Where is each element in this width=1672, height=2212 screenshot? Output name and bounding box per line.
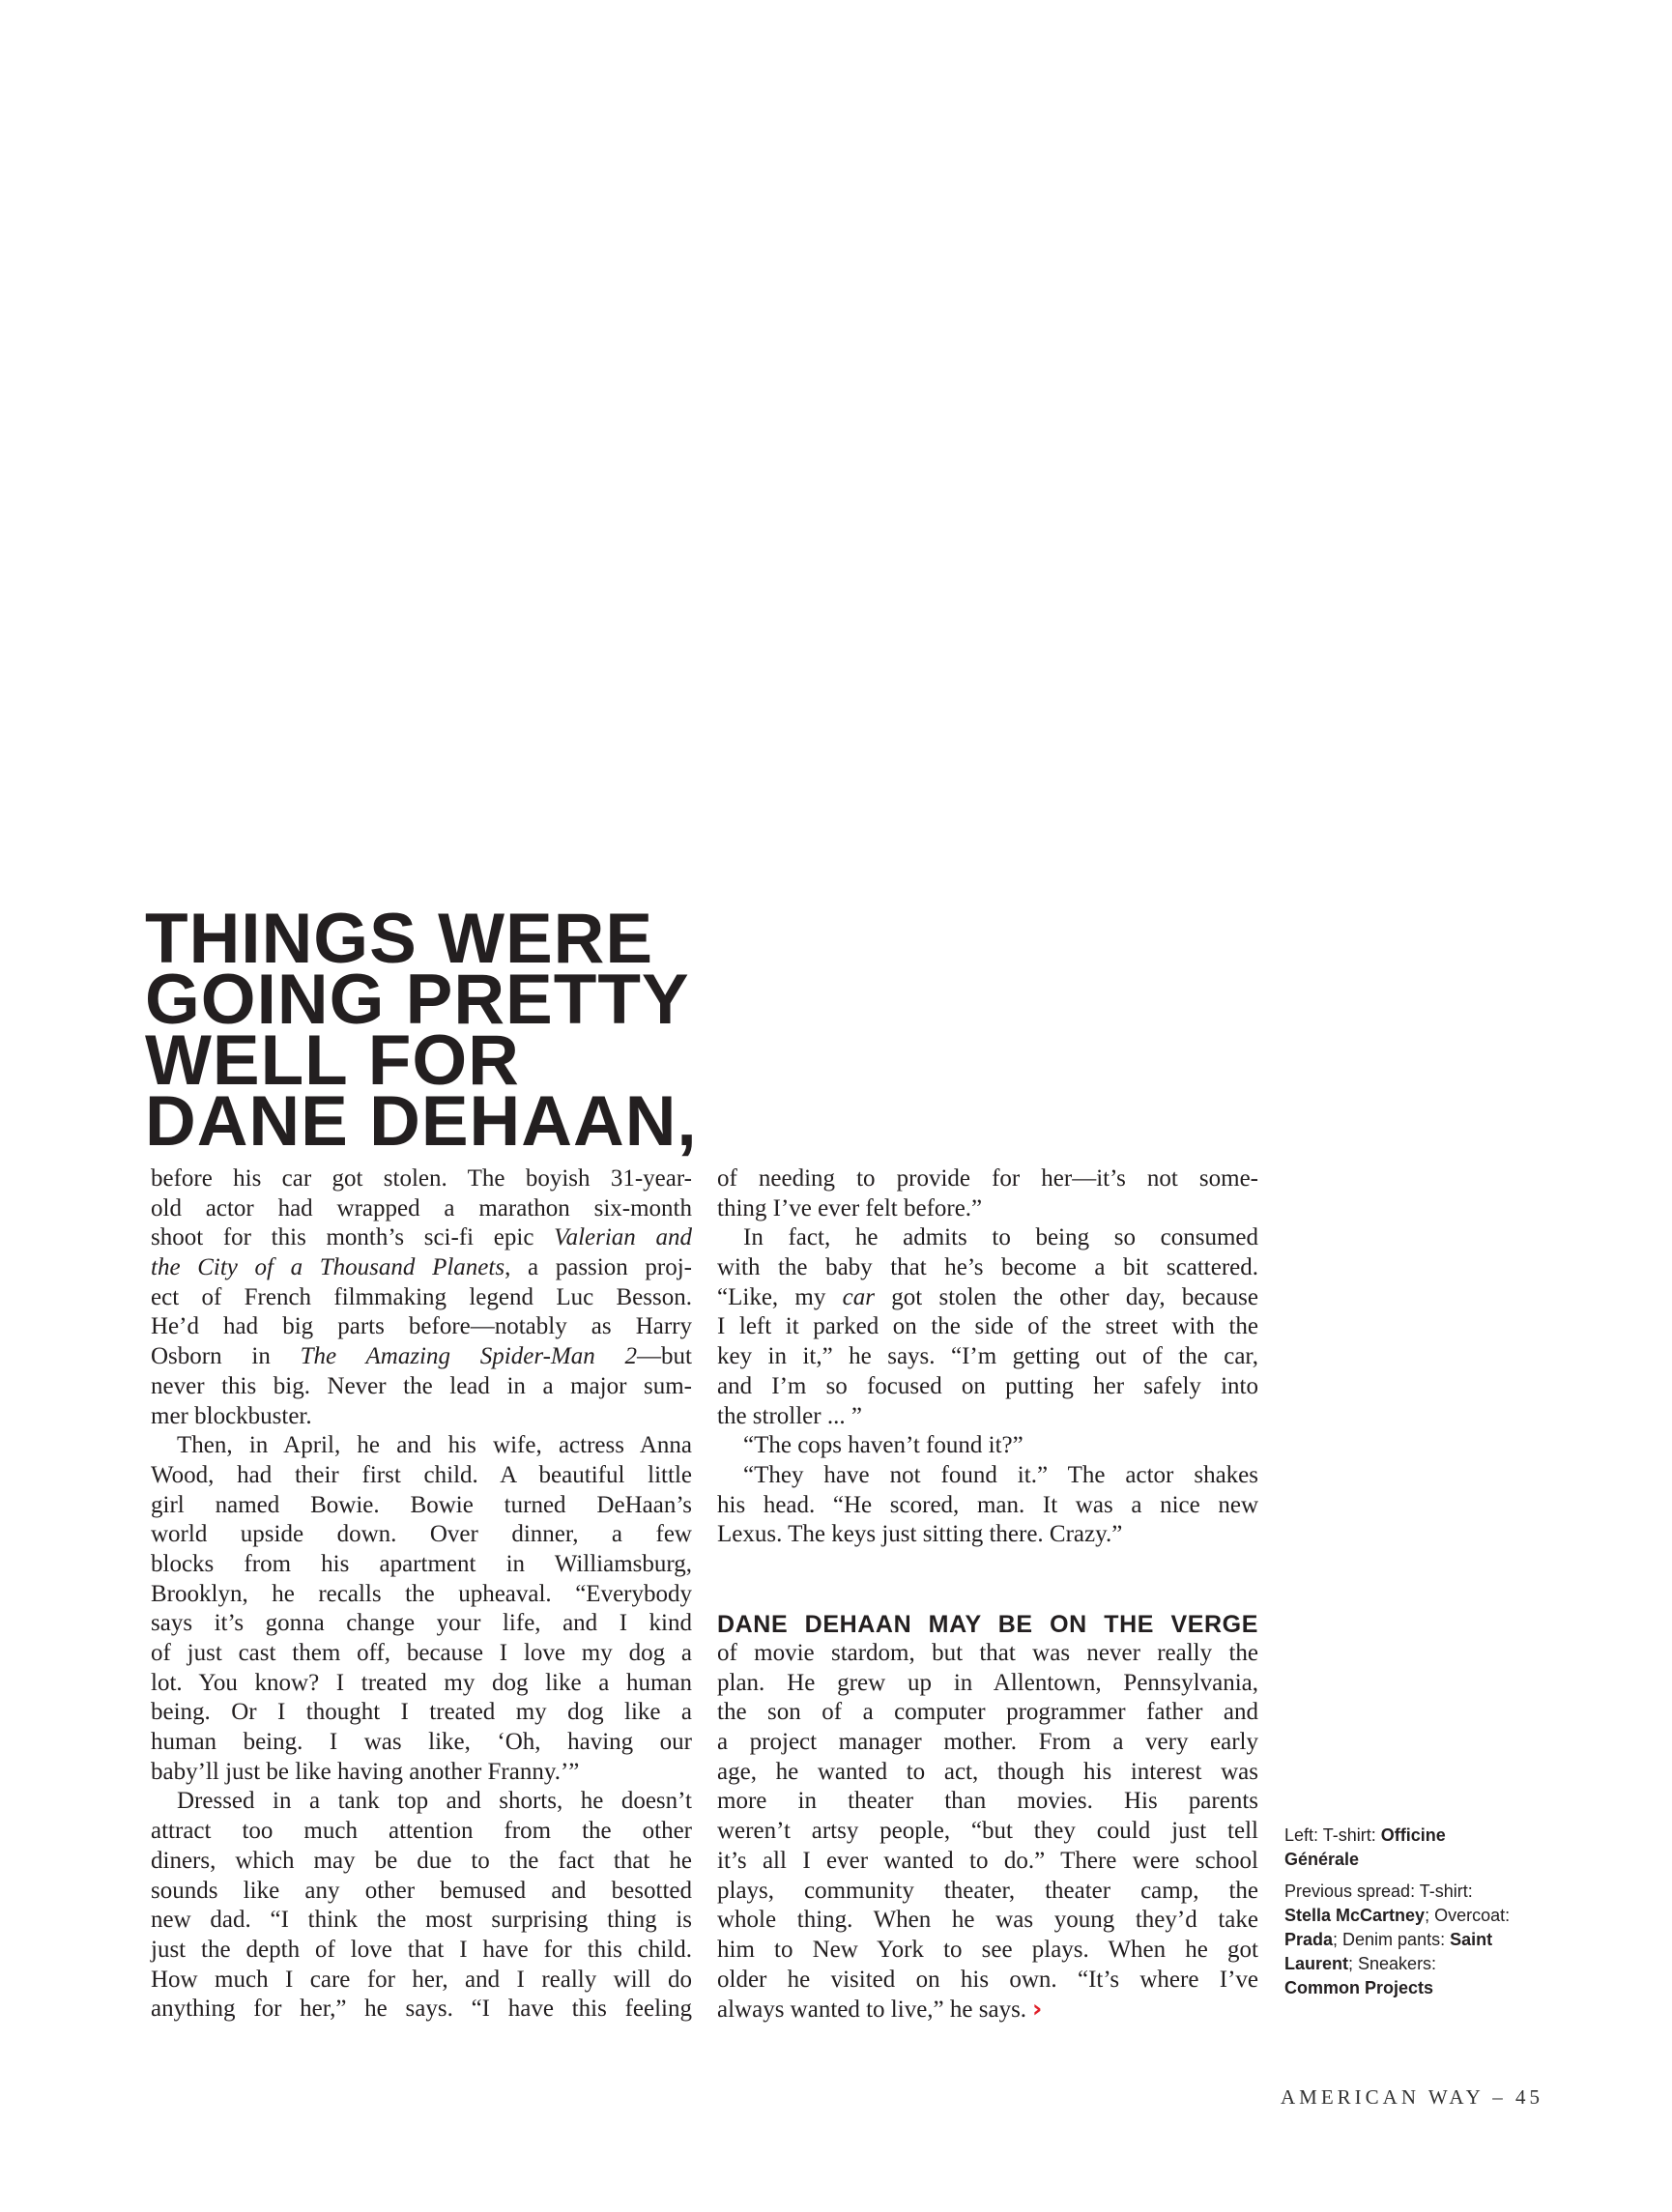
text-line: [717, 1787, 1258, 1817]
text-line: [717, 1698, 1258, 1728]
text-run: more in theater than movies. His parents: [717, 1788, 1258, 1815]
text-line: [151, 1431, 692, 1461]
text-run: Lexus. The keys just sitting there. Crazy.”: [717, 1521, 1123, 1548]
text-run: Osborn in: [151, 1343, 301, 1370]
photo-credits-caption: [1284, 1824, 1516, 2008]
text-line: [717, 1402, 1258, 1432]
text-run: plan. He grew up in Allentown, Pennsylvania,: [717, 1669, 1258, 1696]
text-run: Dressed in a tank top and shorts, he doesn’t: [177, 1788, 692, 1815]
text-line: [717, 1817, 1258, 1847]
text-line: [717, 1253, 1258, 1283]
text-line: [151, 1402, 692, 1432]
headline-line: GOING PRETTY: [145, 961, 690, 1039]
page-footer-folio: AMERICAN WAY – 45: [1281, 2085, 1543, 2109]
text-line: [151, 1223, 692, 1253]
blank-line: [717, 1550, 1258, 1580]
headline: [145, 900, 725, 1161]
text-line: [151, 1580, 692, 1610]
brand-name: Common Projects: [1284, 1978, 1434, 1997]
text-line: [151, 1728, 692, 1758]
text-run: baby’ll just be like having another Franny.’”: [151, 1758, 580, 1785]
text-run: thing I’ve ever felt before.”: [717, 1194, 983, 1221]
caption-label: ; Denim pants:: [1333, 1930, 1451, 1949]
text-run: blocks from his apartment in Williamsburg,: [151, 1550, 692, 1577]
headline-line: WELL FOR: [145, 1021, 520, 1100]
text-run: shoot for this month’s sci-fi epic: [151, 1224, 555, 1251]
text-run: diners, which may be due to the fact that he: [151, 1847, 692, 1874]
text-run: of movie stardom, but that was never really the: [717, 1640, 1258, 1666]
caption-label: Left: T-shirt:: [1284, 1825, 1381, 1845]
text-run: In fact, he admits to being so consumed: [743, 1224, 1258, 1251]
text-run: key in it,” he says. “I’m getting out of the car,: [717, 1343, 1258, 1370]
text-run: He’d had big parts before—notably as Harry: [151, 1313, 692, 1340]
text-run: world upside down. Over dinner, a few: [151, 1521, 692, 1548]
text-run: Then, in April, he and his wife, actress Anna: [177, 1432, 692, 1459]
caption-paragraph: [1284, 1880, 1516, 2000]
text-run: girl named Bowie. Bowie turned DeHaan’s: [151, 1491, 692, 1518]
text-run: it’s all I ever wanted to do.” There were school: [717, 1847, 1258, 1874]
text-line: [151, 1698, 692, 1728]
text-run: his head. “He scored, man. It was a nice new: [717, 1491, 1258, 1518]
text-run: lot. You know? I treated my dog like a human: [151, 1669, 692, 1696]
italic-title: The Amazing Spider-Man 2: [300, 1343, 638, 1370]
text-line: [717, 1342, 1258, 1372]
text-line: [717, 1194, 1258, 1224]
text-run: “Like, my: [717, 1283, 843, 1310]
text-line: [717, 1758, 1258, 1788]
text-line: [151, 1609, 692, 1639]
text-line: [717, 1312, 1258, 1342]
text-run: whole thing. When he was young they’d take: [717, 1907, 1258, 1934]
text-run: new dad. “I think the most surprising thing is: [151, 1907, 692, 1934]
text-run: never this big. Never the lead in a major sum-: [151, 1372, 692, 1399]
text-line: [151, 1491, 692, 1521]
text-run: age, he wanted to act, though his interest was: [717, 1758, 1258, 1785]
text-line: [151, 1669, 692, 1699]
text-run: weren’t artsy people, “but they could just tell: [717, 1818, 1258, 1845]
headline-line: DANE DEHAAN,: [145, 1082, 698, 1161]
text-line: [151, 1164, 692, 1194]
text-run: sounds like any other bemused and besotted: [151, 1877, 692, 1904]
text-run: being. Or I thought I treated my dog like a: [151, 1699, 692, 1726]
text-run: attract too much attention from the other: [151, 1818, 692, 1845]
text-run: of just cast them off, because I love my dog a: [151, 1640, 692, 1666]
text-line: [151, 1283, 692, 1313]
text-run: him to New York to see plays. When he got: [717, 1936, 1258, 1963]
text-line: [717, 1164, 1258, 1194]
text-run: always wanted to live,” he says.: [717, 1997, 1027, 2024]
text-run: , a passion proj-: [504, 1254, 692, 1281]
text-run: Wood, had their first child. A beautiful little: [151, 1461, 692, 1488]
brand-name: Stella McCartney: [1284, 1906, 1426, 1925]
text-line: [151, 1758, 692, 1788]
text-line: [151, 1906, 692, 1936]
text-run: plays, community theater, theater camp, the: [717, 1877, 1258, 1904]
text-line: [151, 1461, 692, 1491]
text-line: [717, 1461, 1258, 1491]
text-run: “They have not found it.” The actor shakes: [743, 1461, 1258, 1488]
text-line: [717, 1936, 1258, 1966]
text-run: the son of a computer programmer father and: [717, 1699, 1258, 1726]
text-line: [151, 1995, 692, 2025]
article-column-2: [717, 1164, 1258, 2025]
section-subhead: DANE DEHAAN MAY BE ON THE VERGE: [717, 1611, 1258, 1639]
text-run: and I’m so focused on putting her safely into: [717, 1372, 1258, 1399]
text-run: Brooklyn, he recalls the upheaval. “Everybody: [151, 1580, 692, 1607]
text-line: [717, 1728, 1258, 1758]
caption-label: ; Overcoat:: [1425, 1906, 1511, 1925]
text-line: [151, 1253, 692, 1283]
text-line: [717, 1847, 1258, 1877]
blank-line: [717, 1580, 1258, 1610]
text-line: [151, 1966, 692, 1996]
text-run: the stroller ... ”: [717, 1402, 862, 1429]
text-line: [717, 1223, 1258, 1253]
italic-title: car: [842, 1283, 875, 1310]
text-line: [717, 1995, 1258, 2025]
text-run: got stolen the other day, because: [874, 1283, 1258, 1310]
article-column-1: [151, 1164, 692, 2025]
text-run: just the depth of love that I have for this child.: [151, 1936, 692, 1963]
text-line: [151, 1550, 692, 1580]
continue-arrow-icon: ›: [1032, 1995, 1043, 2024]
brand-name: Prada: [1284, 1930, 1334, 1949]
text-line: [151, 1639, 692, 1669]
text-line: [717, 1491, 1258, 1521]
text-run: “The cops haven’t found it?”: [743, 1432, 1023, 1459]
text-run: with the baby that he’s become a bit scattered.: [717, 1254, 1258, 1281]
text-run: How much I care for her, and I really will do: [151, 1966, 692, 1993]
text-line: [151, 1817, 692, 1847]
text-run: old actor had wrapped a marathon six-month: [151, 1194, 692, 1221]
text-line: [151, 1342, 692, 1372]
text-line: [151, 1787, 692, 1817]
text-line: [717, 1431, 1258, 1461]
headline-line: THINGS WERE: [145, 900, 654, 978]
text-line: [717, 1877, 1258, 1907]
text-line: [717, 1639, 1258, 1669]
text-run: of needing to provide for her—it’s not some-: [717, 1165, 1258, 1192]
text-line: [717, 1966, 1258, 1996]
text-run: older he visited on his own. “It’s where I’ve: [717, 1966, 1258, 1993]
text-run: anything for her,” he says. “I have this feeling: [151, 1996, 692, 2023]
text-line: [717, 1906, 1258, 1936]
text-run: ect of French filmmaking legend Luc Besson.: [151, 1283, 692, 1310]
text-run: I left it parked on the side of the street with the: [717, 1313, 1258, 1340]
text-run: human being. I was like, ‘Oh, having our: [151, 1729, 692, 1756]
text-line: [717, 1372, 1258, 1402]
text-line: [717, 1669, 1258, 1699]
text-line: [151, 1936, 692, 1966]
text-run: says it’s gonna change your life, and I kind: [151, 1610, 692, 1637]
brand-name: Saint Laurent: [1284, 1930, 1493, 1973]
italic-title: the City of a Thousand Planets: [151, 1254, 505, 1281]
caption-label: Previous spread: T-shirt:: [1284, 1882, 1473, 1901]
text-line: [717, 1283, 1258, 1313]
text-run: before his car got stolen. The boyish 31-year-: [151, 1165, 692, 1192]
italic-title: Valerian and: [554, 1224, 692, 1251]
text-line: [151, 1194, 692, 1224]
text-line: [151, 1312, 692, 1342]
brand-name: Officine Générale: [1284, 1825, 1446, 1869]
caption-paragraph: [1284, 1824, 1516, 1872]
text-run: mer blockbuster.: [151, 1402, 312, 1429]
text-line: [151, 1877, 692, 1907]
text-line: [151, 1847, 692, 1877]
text-run: —but: [637, 1343, 692, 1370]
caption-label: ; Sneakers:: [1348, 1954, 1437, 1973]
text-line: [151, 1372, 692, 1402]
text-line: [151, 1520, 692, 1550]
text-line: [717, 1520, 1258, 1550]
text-run: a project manager mother. From a very early: [717, 1729, 1258, 1756]
